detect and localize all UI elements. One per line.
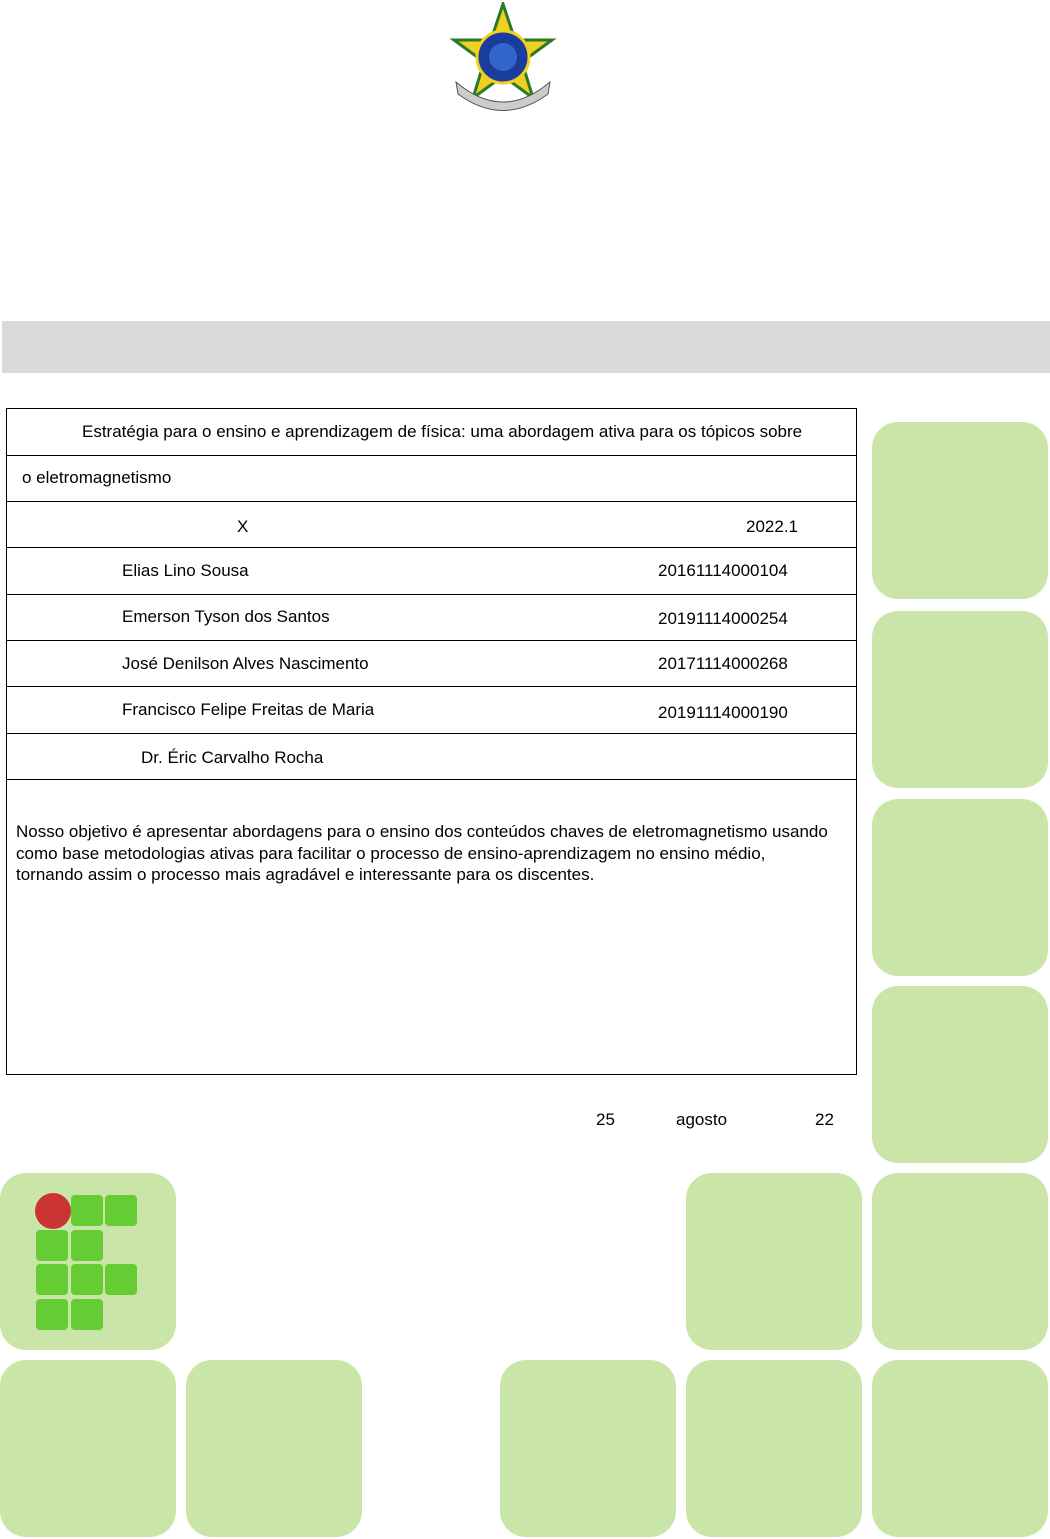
decorative-tile bbox=[686, 1173, 862, 1350]
decorative-tile bbox=[872, 422, 1048, 599]
decorative-tile bbox=[0, 1360, 176, 1537]
decorative-tile bbox=[872, 1173, 1048, 1350]
project-title-line2: o eletromagnetismo bbox=[22, 468, 172, 487]
date-day: 25 bbox=[596, 1110, 615, 1129]
student-id: 20161114000104 bbox=[658, 561, 788, 580]
advisor-name: Dr. Éric Carvalho Rocha bbox=[141, 748, 324, 767]
decorative-tile bbox=[686, 1360, 862, 1537]
coat-of-arms-emblem bbox=[448, 2, 558, 117]
logo-red-circle bbox=[35, 1193, 71, 1229]
title-band bbox=[2, 321, 1050, 373]
decorative-tile bbox=[186, 1360, 362, 1537]
student-name: José Denilson Alves Nascimento bbox=[122, 654, 369, 673]
objective-text: Nosso objetivo é apresentar abordagens para o ensino dos conteúdos chaves de eletromagnetismo usando como base metodologias ativas para facilitar o processo de ensino-aprendizagem no ensino médio, tornando assim o processo mais agradável e interessante para os discentes. bbox=[16, 822, 828, 884]
student-id: 20171114000268 bbox=[658, 654, 788, 673]
student-name: Emerson Tyson dos Santos bbox=[122, 607, 330, 626]
decorative-tile bbox=[500, 1360, 676, 1537]
decorative-tile bbox=[872, 611, 1048, 788]
student-id: 20191114000254 bbox=[658, 609, 788, 628]
student-name: Elias Lino Sousa bbox=[122, 561, 249, 580]
decorative-tile bbox=[872, 799, 1048, 976]
project-form-table bbox=[6, 408, 857, 1075]
decorative-tile bbox=[872, 1360, 1048, 1537]
mark-x: X bbox=[237, 517, 249, 536]
student-name: Francisco Felipe Freitas de Maria bbox=[122, 700, 375, 719]
decorative-tile bbox=[872, 986, 1048, 1163]
date-month: agosto bbox=[676, 1110, 728, 1129]
student-id: 20191114000190 bbox=[658, 703, 788, 722]
date-year: 22 bbox=[815, 1110, 834, 1129]
project-title-line1: Estratégia para o ensino e aprendizagem de física: uma abordagem ativa para os tópicos sobre bbox=[82, 422, 803, 441]
institution-logo bbox=[0, 1173, 176, 1350]
semester: 2022.1 bbox=[746, 517, 798, 536]
